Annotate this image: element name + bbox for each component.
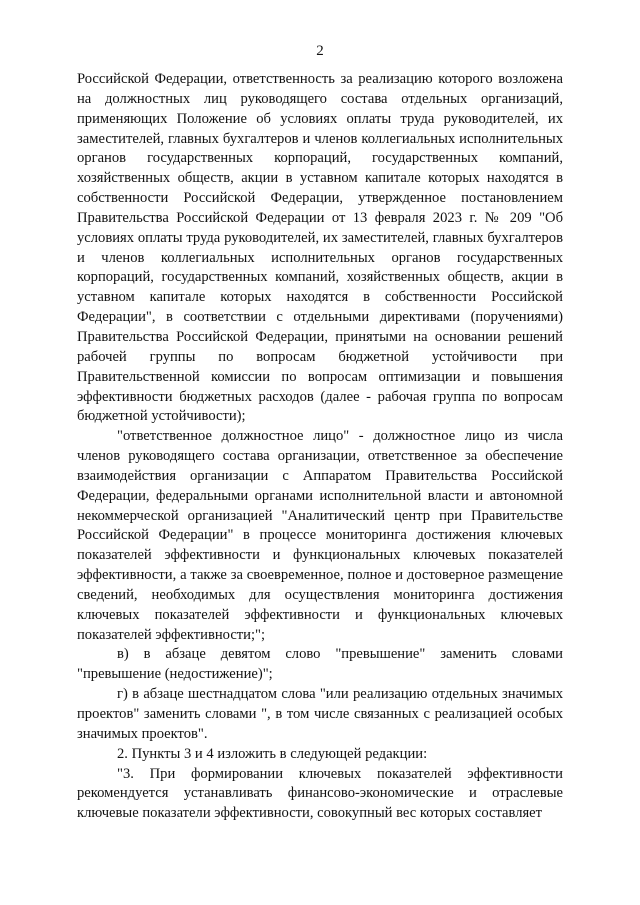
page-number: 2 [316, 43, 324, 59]
paragraph-item-g: г) в абзаце шестнадцатом слова "или реализацию отдельных значимых проектов" заменить словами ", в том числе связанных с реализацией особых значимых проектов". [77, 686, 563, 742]
document-body [77, 70, 563, 824]
paragraph-continuation: Российской Федерации, ответственность за реализацию которого возложена на должностных лиц руководящего состава отдельных организаций, применяющих Положение об условиях оплаты труда руководителей, их заместителей, главных бухгалтеров и членов коллегиальных исполнительных органов государственных корпораций, государственных компаний, хозяйственных обществ, акции в уставном капитале которых находятся в собственности Российской Федерации, утвержденное постановлением Правительства Российской Федерации от 13 февраля 2023 г. № 209 "Об условиях оплаты труда руководителей, их заместителей, главных бухгалтеров и членов коллегиальных исполнительных органов государственных корпораций, государственных компаний, хозяйственных обществ, акции в уставном капитале которых находятся в собственности Российской Федерации", в соответствии с отдельными директивами (поручениями) Правительства Российской Федерации, принятыми на основании решений рабочей группы по вопросам бюджетной устойчивости при Правительственной комиссии по вопросам оптимизации и повышения эффективности бюджетных расходов (далее - рабочая группа по вопросам бюджетной устойчивости); [77, 71, 563, 425]
paragraph-item-v: в) в абзаце девятом слово "превышение" заменить словами "превышение (недостижение)"; [77, 646, 563, 683]
paragraph-point-3: "3. При формировании ключевых показателей эффективности рекомендуется устанавливать финансово-экономические и отраслевые ключевые показатели эффективности, совокупный вес которых составляет [77, 765, 563, 822]
paragraph-point-2: 2. Пункты 3 и 4 изложить в следующей редакции: [117, 745, 428, 762]
paragraph-definition: "ответственное должностное лицо" - должностное лицо из числа членов руководящего состава организации, ответственное за обеспечение взаимодействия организации с Аппаратом Правительства Российской Федерации, федеральными органами исполнительной власти и автономной некоммерческой организацией "Аналитический центр при Правительстве Российской Федерации" в процессе мониторинга достижения ключевых показателей эффективности и функциональных ключевых показателей эффективности, а также за своевременное, полное и достоверное размещение сведений, необходимых для осуществления мониторинга достижения ключевых показателей эффективности и функциональных ключевых показателей эффективности;"; [77, 428, 563, 643]
